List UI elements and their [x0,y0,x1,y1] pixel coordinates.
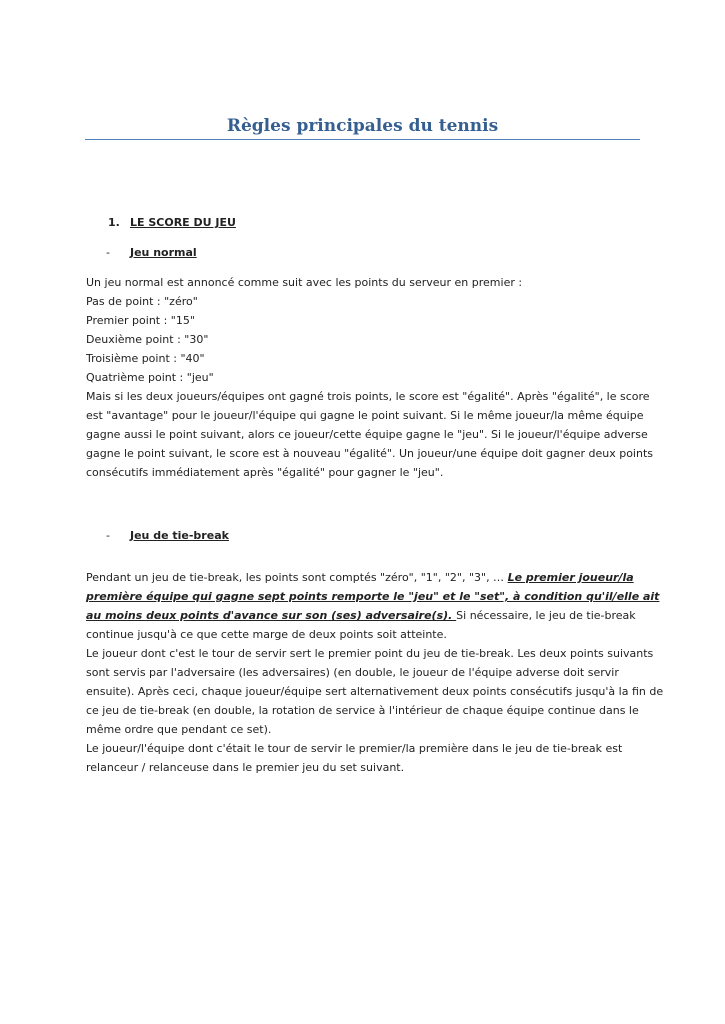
text-line: Troisième point : "40" [86,352,205,365]
emphasized-rule: au moins deux points d'avance sur son (ses) adversaire(s). [86,609,457,622]
text-line [86,587,660,606]
text-line: Le joueur/l'équipe dont c'était le tour de servir le premier/la première dans le jeu de tie-break est [86,742,623,755]
emphasized-rule: première équipe qui gagne sept points remporte le "jeu" et le "set", à condition qu'il/elle ait [86,590,660,603]
subheading-tie-break [106,528,229,544]
text-line: même ordre que pendant ce set). [86,723,272,736]
subheading-normal-game [106,245,197,261]
bullet-dash: - [106,529,110,542]
text-line: Quatrième point : "jeu" [86,371,214,384]
text-line [86,606,636,625]
text-line: gagne le point suivant, le score est à nouveau "égalité". Un joueur/une équipe doit gagner deux points [86,447,654,460]
subheading-label: Jeu normal [130,246,197,259]
text-line: Pas de point : "zéro" [86,295,198,308]
text-line: Un jeu normal est annoncé comme suit avec les points du serveur en premier : [86,276,523,289]
text-line: Deuxième point : "30" [86,333,209,346]
text-line: continue jusqu'à ce que cette marge de deux points soit atteinte. [86,628,447,641]
title-divider [85,139,640,140]
paragraph-tie-break [86,568,664,777]
emphasized-rule: Le premier joueur/la [507,571,634,584]
bullet-dash: - [106,246,110,259]
text-line: est "avantage" pour le joueur/l'équipe qui gagne le point suivant. Si le même joueur/la même équipe [86,409,644,422]
text-line: ce jeu de tie-break (en double, la rotation de service à l'intérieur de chaque équipe continue dans le [86,704,639,717]
section-heading [108,215,236,231]
text-line: gagne aussi le point suivant, alors ce joueur/cette équipe gagne le "jeu". Si le joueur/l'équipe adverse [86,428,648,441]
page-title: Règles principales du tennis [226,116,499,136]
subheading-label: Jeu de tie-break [130,529,229,542]
text-line: relanceur / relanceuse dans le premier jeu du set suivant. [86,761,405,774]
section-heading-label: LE SCORE DU JEU [130,216,236,229]
text-line: Le joueur dont c'est le tour de servir sert le premier point du jeu de tie-break. Les deux points suivants [86,647,654,660]
section-number: 1. [108,216,120,229]
text-line [86,568,636,587]
text-line: Mais si les deux joueurs/équipes ont gagné trois points, le score est "égalité". Après "égalité", le score [86,390,650,403]
text-line: ensuite). Après ceci, chaque joueur/équipe sert alternativement deux points consécutifs jusqu'à la fin de [86,685,664,698]
paragraph-normal-game [86,273,654,482]
text-line: sont servis par l'adversaire (les adversaires) (en double, le joueur de l'équipe adverse doit servir [86,666,619,679]
text-line: consécutifs immédiatement après "égalité" pour gagner le "jeu". [86,466,444,479]
text-line: Premier point : "15" [86,314,195,327]
text-run: Pendant un jeu de tie-break, les points sont comptés "zéro", "1", "2", "3", … [86,571,508,584]
text-run: Si nécessaire, le jeu de tie-break [456,609,636,622]
